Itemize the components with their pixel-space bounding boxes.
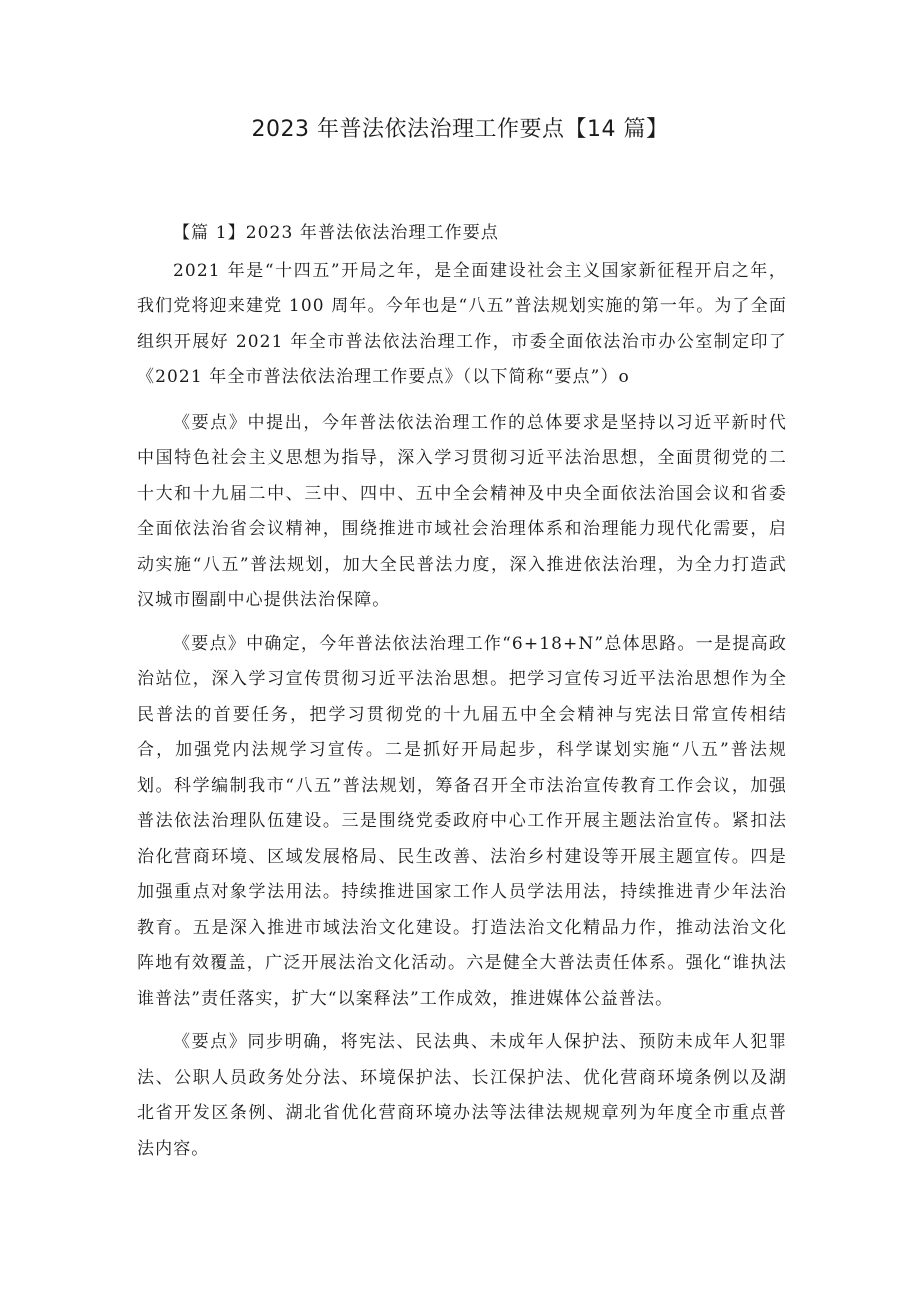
paragraph-intro: 2021 年是“十四五”开局之年，是全面建设社会主义国家新征程开启之年，我们党将迎来建党 100 周年。今年也是“八五”普法规划实施的第一年。为了全面组织开展好 2021 年全市普法依法治理工作，市委全面依法治市办公室制定印了《2021 年全市普法依法治理工作要点》（以下简称“要点”）o xyxy=(137,260,787,387)
paragraph-requirements: 《要点》中提出，今年普法依法治理工作的总体要求是坚持以习近平新时代中国特色社会主义思想为指导，深入学习贯彻习近平法治思想，全面贯彻党的二十大和十九届二中、三中、四中、五中全会精神及中央全面依法治国会议和省委全面依法治省会议精神，围绕推进市域社会治理体系和治理能力现代化需要，启动实施“八五”普法规划，加大全民普法力度，深入推进依法治理，为全力打造武汉城市圈副中心提供法治保障。 xyxy=(137,412,787,610)
paragraph-approach: 《要点》中确定，今年普法依法治理工作“6+18+N”总体思路。一是提高政治站位，深入学习宣传贯彻习近平法治思想。把学习宣传习近平法治思想作为全民普法的首要任务，把学习贯彻党的十九届五中全会精神与宪法日常宣传相结合，加强党内法规学习宣传。二是抓好开局起步，科学谋划实施“八五”普法规划。科学编制我市“八五”普法规划，筹备召开全市法治宣传教育工作会议，加强普法依法治理队伍建设。三是围绕党委政府中心工作开展主题法治宣传。紧扣法治化营商环境、区域发展格局、民生改善、法治乡村建设等开展主题宣传。四是加强重点对象学法用法。持续推进国家工作人员学法用法，持续推进青少年法治教育。五是深入推进市域法治文化建设。打造法治文化精品力作，推动法治文化阵地有效覆盖，广泛开展法治文化活动。六是健全大普法责任体系。强化“谁执法谁普法”责任落实，扩大“以案释法”工作成效，推进媒体公益普法。 xyxy=(137,633,787,1009)
document-body xyxy=(137,216,787,1167)
document-title: 2023 年普法依法治理工作要点【14 篇】 xyxy=(251,117,669,142)
paragraph-key-laws: 《要点》同步明确，将宪法、民法典、未成年人保护法、预防未成年人犯罪法、公职人员政务处分法、环境保护法、长江保护法、优化营商环境条例以及湖北省开发区条例、湖北省优化营商环境办法等法律法规规章列为年度全市重点普法内容。 xyxy=(137,1032,787,1159)
section-heading: 【篇 1】2023 年普法依法治理工作要点 xyxy=(173,223,499,243)
